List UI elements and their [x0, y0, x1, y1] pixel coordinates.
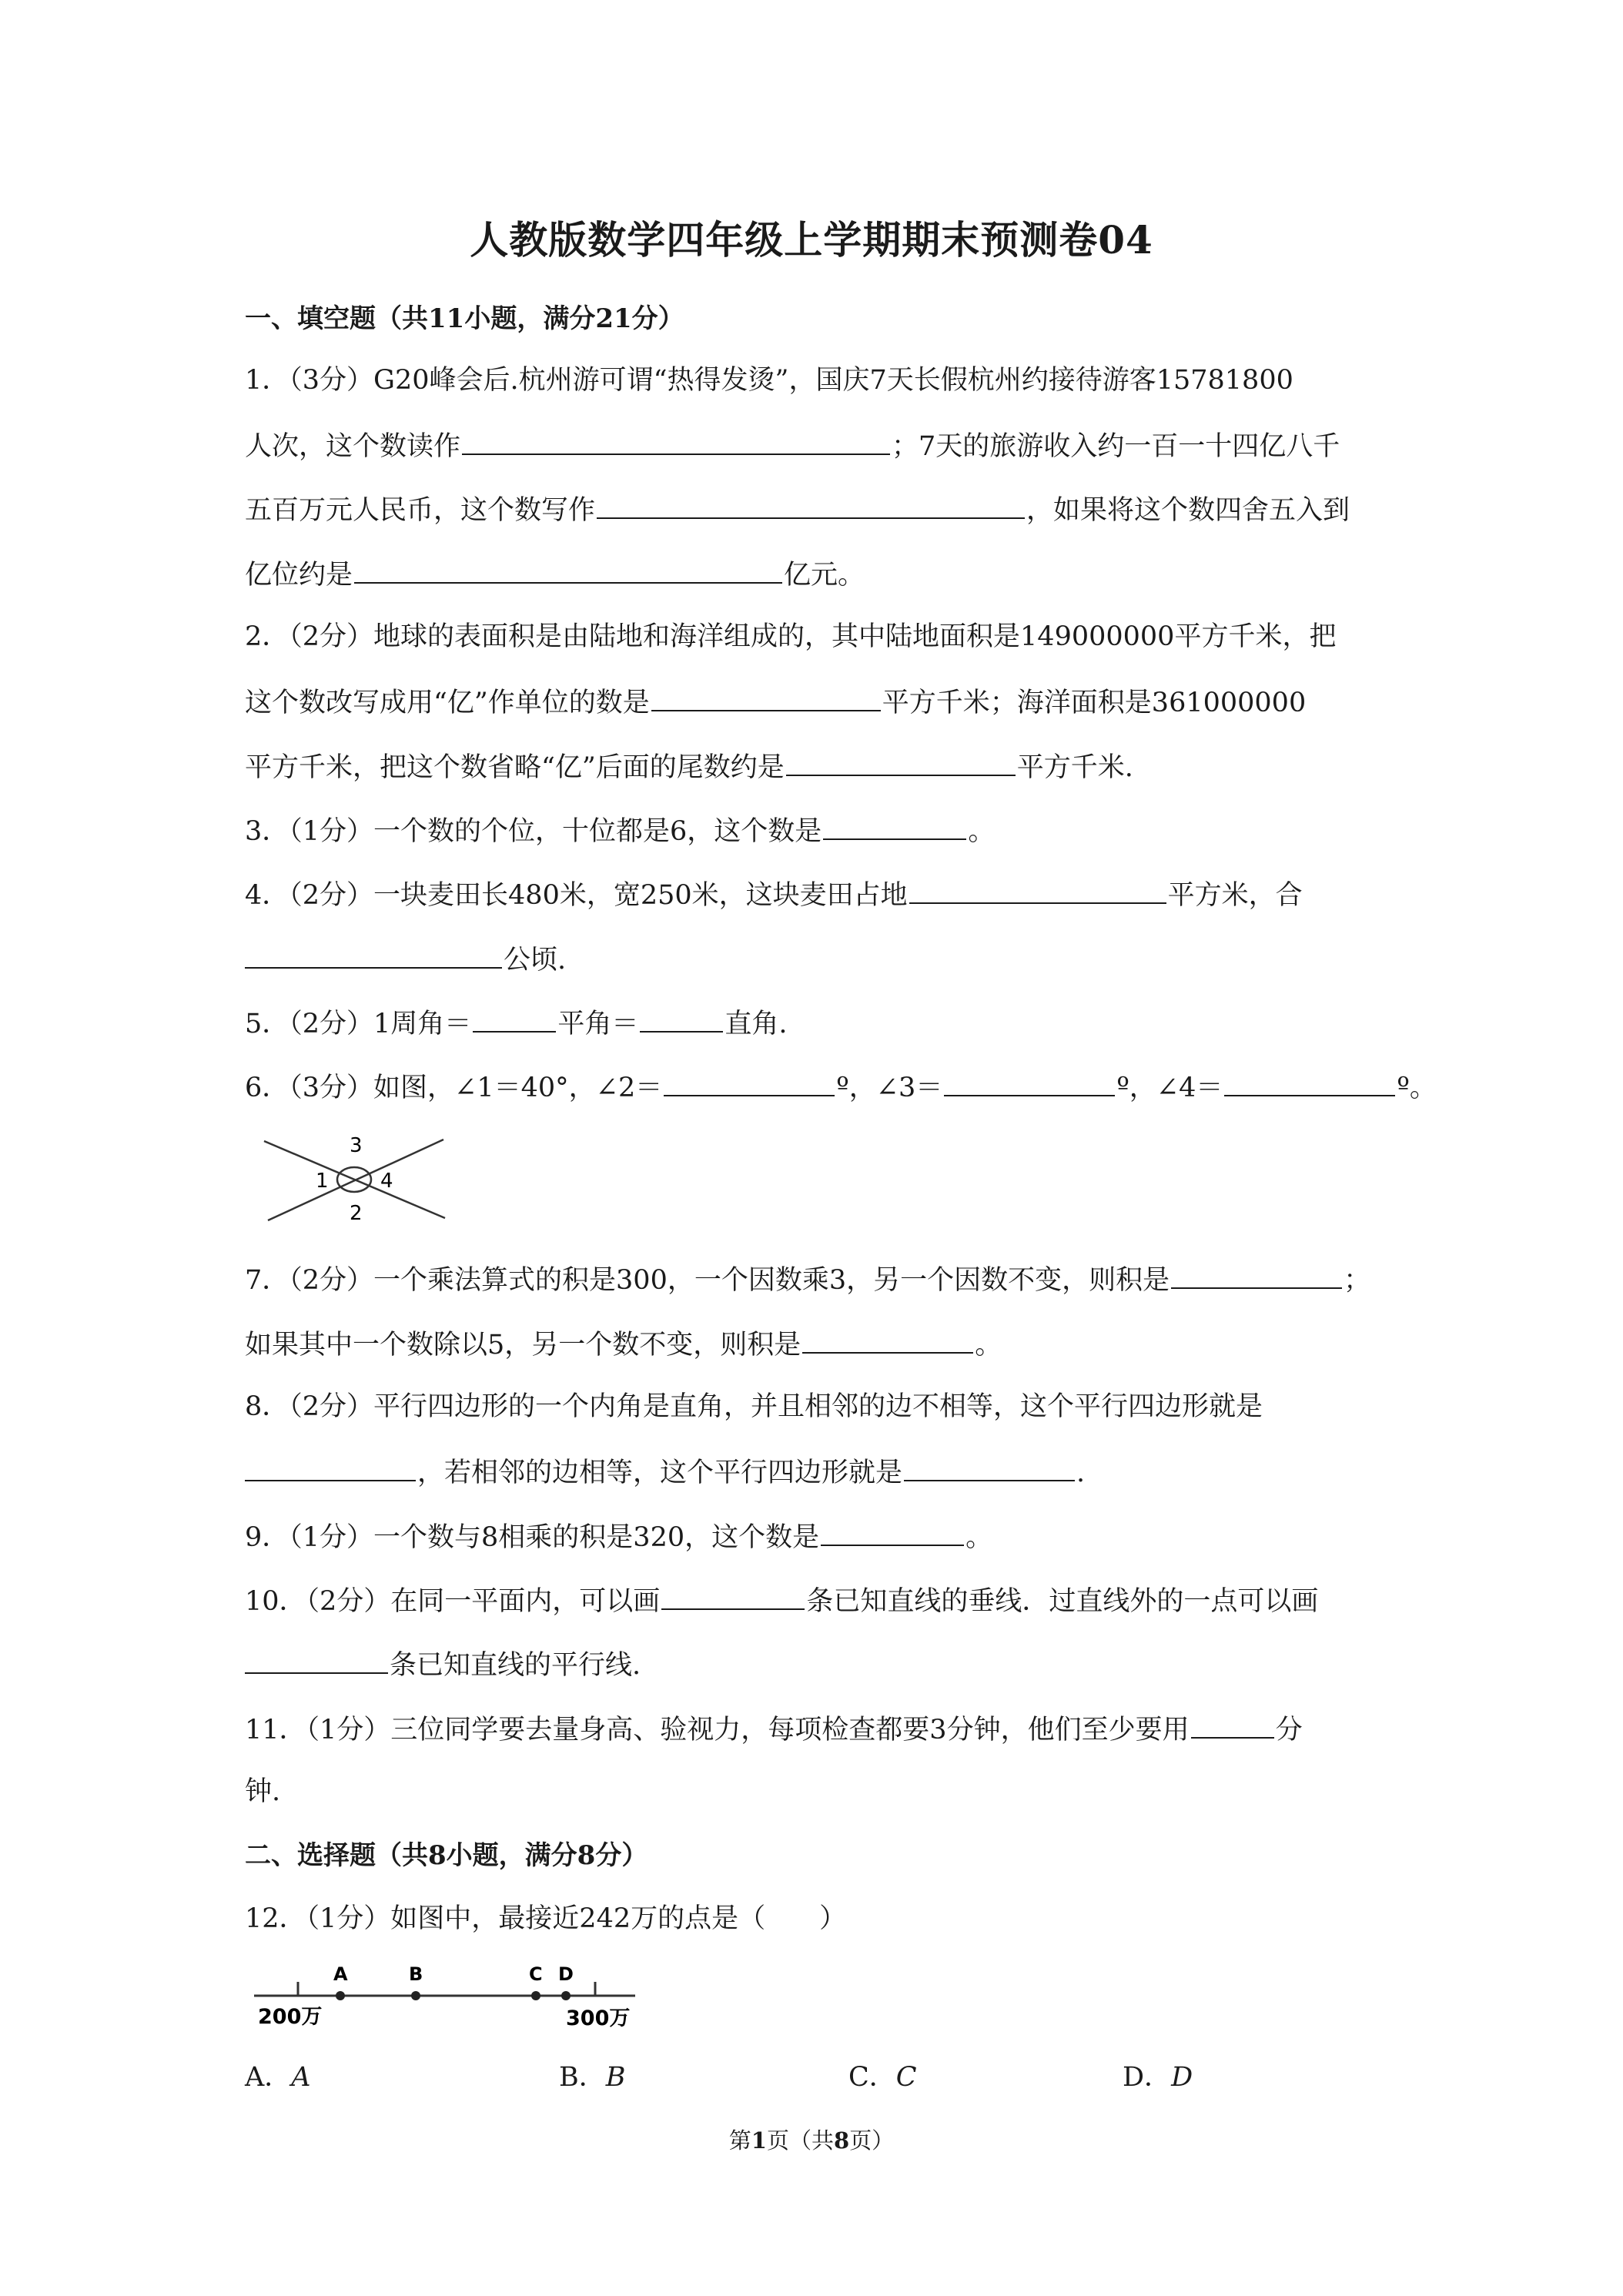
q1-blank-reading[interactable] [462, 427, 890, 455]
point-label-c: C [529, 1963, 543, 1985]
angle-label-3: 3 [350, 1134, 363, 1157]
q1-blank-rounding[interactable] [354, 556, 782, 584]
footer-text: 页（共 [766, 2127, 834, 2154]
q8-line-2 [245, 1454, 1085, 1490]
point-label-a: A [333, 1963, 348, 1985]
label-200: 200万 [258, 2005, 323, 2029]
q11-text: 11．（1分）三位同学要去量身高、验视力，每项检查都要3分钟，他们至少要用 [245, 1715, 1190, 1745]
q2-text: 平方千米；海洋面积是361000000 [882, 688, 1307, 718]
point-d [561, 1991, 571, 2000]
section-heading-fill-in: 一、填空题（共11小题，满分21分） [245, 303, 684, 334]
q1-text: 人次，这个数读作 [245, 431, 461, 462]
q5-text: 直角. [724, 1009, 788, 1039]
footer-text: 页） [849, 2127, 895, 2154]
q1-text: 五百万元人民币，这个数写作 [245, 495, 596, 526]
q8-blank-square[interactable] [904, 1454, 1075, 1481]
q7-blank-multiply[interactable] [1171, 1261, 1342, 1289]
q2-text: 平方千米，把这个数省略“亿”后面的尾数约是 [245, 752, 785, 783]
page-title: 人教版数学四年级上学期期末预测卷04 [470, 217, 1153, 263]
q5-blank-straight[interactable] [473, 1005, 556, 1033]
q5-text: 平角＝ [557, 1009, 639, 1039]
q8-blank-rectangle[interactable] [245, 1454, 416, 1481]
angle-label-1: 1 [316, 1170, 329, 1193]
q10-line-2 [245, 1646, 641, 1682]
q10-text: 条已知直线的垂线．过直线外的一点可以画 [806, 1586, 1319, 1617]
q8-line-1: 8．（2分）平行四边形的一个内角是直角，并且相邻的边不相等，这个平行四边形就是 [245, 1391, 1263, 1422]
q6-text: º，∠4＝ [1116, 1073, 1223, 1103]
q4-line-2 [245, 941, 566, 977]
q7-blank-divide[interactable] [802, 1326, 973, 1354]
angle-label-2: 2 [350, 1202, 363, 1225]
q1-text: ，如果将这个数四舍五入到 [1026, 495, 1350, 526]
q1-text: 亿位约是 [245, 560, 353, 591]
q9-blank[interactable] [821, 1518, 964, 1546]
q11-line-1 [245, 1711, 1303, 1747]
q12-option-c[interactable] [848, 2060, 917, 2094]
q7-text: 7．（2分）一个乘法算式的积是300，一个因数乘3，另一个因数不变，则积是 [245, 1265, 1170, 1296]
q4-text: 平方米，合 [1167, 880, 1303, 911]
q10-text: 10．（2分）在同一平面内，可以画 [245, 1586, 661, 1617]
q1-line-1: 1．（3分）G20峰会后.杭州游可谓“热得发烫”，国庆7天长假杭州约接待游客15781800 [245, 365, 1293, 396]
q6-blank-angle2[interactable] [664, 1069, 835, 1096]
option-label: D． [1123, 2062, 1172, 2093]
option-label: B． [559, 2062, 606, 2093]
q4-line-1 [245, 876, 1303, 912]
q12-option-b[interactable] [559, 2060, 625, 2094]
q1-blank-writing[interactable] [597, 491, 1025, 519]
option-label: C． [848, 2062, 896, 2093]
q1-line-2 [245, 427, 1340, 464]
page-footer [0, 2124, 1623, 2155]
q10-blank-parallel[interactable] [245, 1646, 388, 1674]
q11-text: 分 [1275, 1715, 1303, 1745]
q8-text: . [1076, 1458, 1086, 1488]
q6-blank-angle4[interactable] [1224, 1069, 1395, 1096]
q4-text: 4．（2分）一块麦田长480米，宽250米，这块麦田占地 [245, 880, 908, 911]
option-value: A [291, 2062, 311, 2093]
q10-line-1 [245, 1582, 1318, 1618]
q2-text: 这个数改写成用“亿”作单位的数是 [245, 688, 650, 718]
q1-line-3 [245, 491, 1350, 527]
q3-text: 3．（1分）一个数的个位，十位都是6，这个数是 [245, 816, 822, 847]
option-value: D [1171, 2062, 1193, 2093]
q7-line-1 [245, 1261, 1370, 1297]
option-label: A． [245, 2062, 292, 2093]
q6-text: º，∠3＝ [836, 1073, 943, 1103]
q11-blank[interactable] [1191, 1711, 1274, 1739]
q6-line [245, 1069, 1437, 1105]
point-b [411, 1991, 420, 2000]
label-300: 300万 [566, 2006, 631, 2030]
q12-stem: 12．（1分）如图中，最接近242万的点是（ ） [245, 1903, 847, 1934]
option-value: B [605, 2062, 626, 2093]
q9-text: 。 [965, 1522, 993, 1553]
number-line-figure [250, 1956, 651, 2033]
q3-text: 。 [968, 816, 996, 847]
q6-blank-angle3[interactable] [944, 1069, 1115, 1096]
point-c [531, 1991, 540, 2000]
q11-line-2: 钟. [245, 1776, 281, 1807]
q2-line-3 [245, 748, 1133, 785]
q7-line-2 [245, 1326, 1002, 1362]
q9-line [245, 1518, 992, 1555]
q3-blank[interactable] [823, 812, 966, 840]
q9-text: 9．（1分）一个数与8相乘的积是320，这个数是 [245, 1522, 820, 1553]
q6-text: 6．（3分）如图，∠1＝40°，∠2＝ [245, 1073, 663, 1103]
angle-label-4: 4 [380, 1170, 393, 1193]
q4-text: 公顷. [504, 945, 567, 976]
q2-line-1: 2．（2分）地球的表面积是由陆地和海洋组成的，其中陆地面积是149000000平方千米，把 [245, 621, 1337, 652]
q4-blank-area[interactable] [909, 876, 1166, 904]
q6-text: º。 [1397, 1073, 1437, 1103]
q7-text: 如果其中一个数除以5，另一个数不变，则积是 [245, 1330, 801, 1361]
q8-text: ，若相邻的边相等，这个平行四边形就是 [417, 1458, 903, 1488]
q7-text: 。 [975, 1330, 1002, 1361]
q1-line-4 [245, 556, 865, 592]
q5-text: 5．（2分）1周角＝ [245, 1009, 472, 1039]
q12-option-a[interactable] [245, 2060, 311, 2094]
q1-text: ；7天的旅游收入约一百一十四亿八千 [892, 431, 1340, 462]
footer-page-number: 1 [751, 2127, 767, 2154]
point-a [336, 1991, 345, 2000]
option-value: C [895, 2062, 917, 2093]
q2-text: 平方千米. [1016, 752, 1133, 783]
q2-blank-land[interactable] [651, 684, 881, 711]
angle-figure [260, 1124, 453, 1232]
footer-total-pages: 8 [834, 2127, 850, 2154]
q10-text: 条已知直线的平行线. [390, 1650, 641, 1681]
point-label-d: D [558, 1963, 574, 1985]
q2-blank-ocean[interactable] [786, 748, 1016, 776]
q4-blank-hectare[interactable] [245, 941, 502, 969]
point-label-b: B [409, 1963, 423, 1985]
q12-option-d[interactable] [1123, 2060, 1193, 2094]
q5-line [245, 1005, 787, 1041]
q1-text: 亿元。 [784, 560, 865, 591]
section-heading-multiple-choice: 二、选择题（共8小题，满分8分） [245, 1840, 648, 1871]
footer-text: 第 [728, 2127, 751, 2154]
q10-blank-perpendicular[interactable] [661, 1582, 805, 1610]
q2-line-2 [245, 684, 1306, 720]
q5-blank-right[interactable] [640, 1005, 723, 1033]
q3-line [245, 812, 995, 848]
q7-text: ； [1344, 1265, 1371, 1296]
